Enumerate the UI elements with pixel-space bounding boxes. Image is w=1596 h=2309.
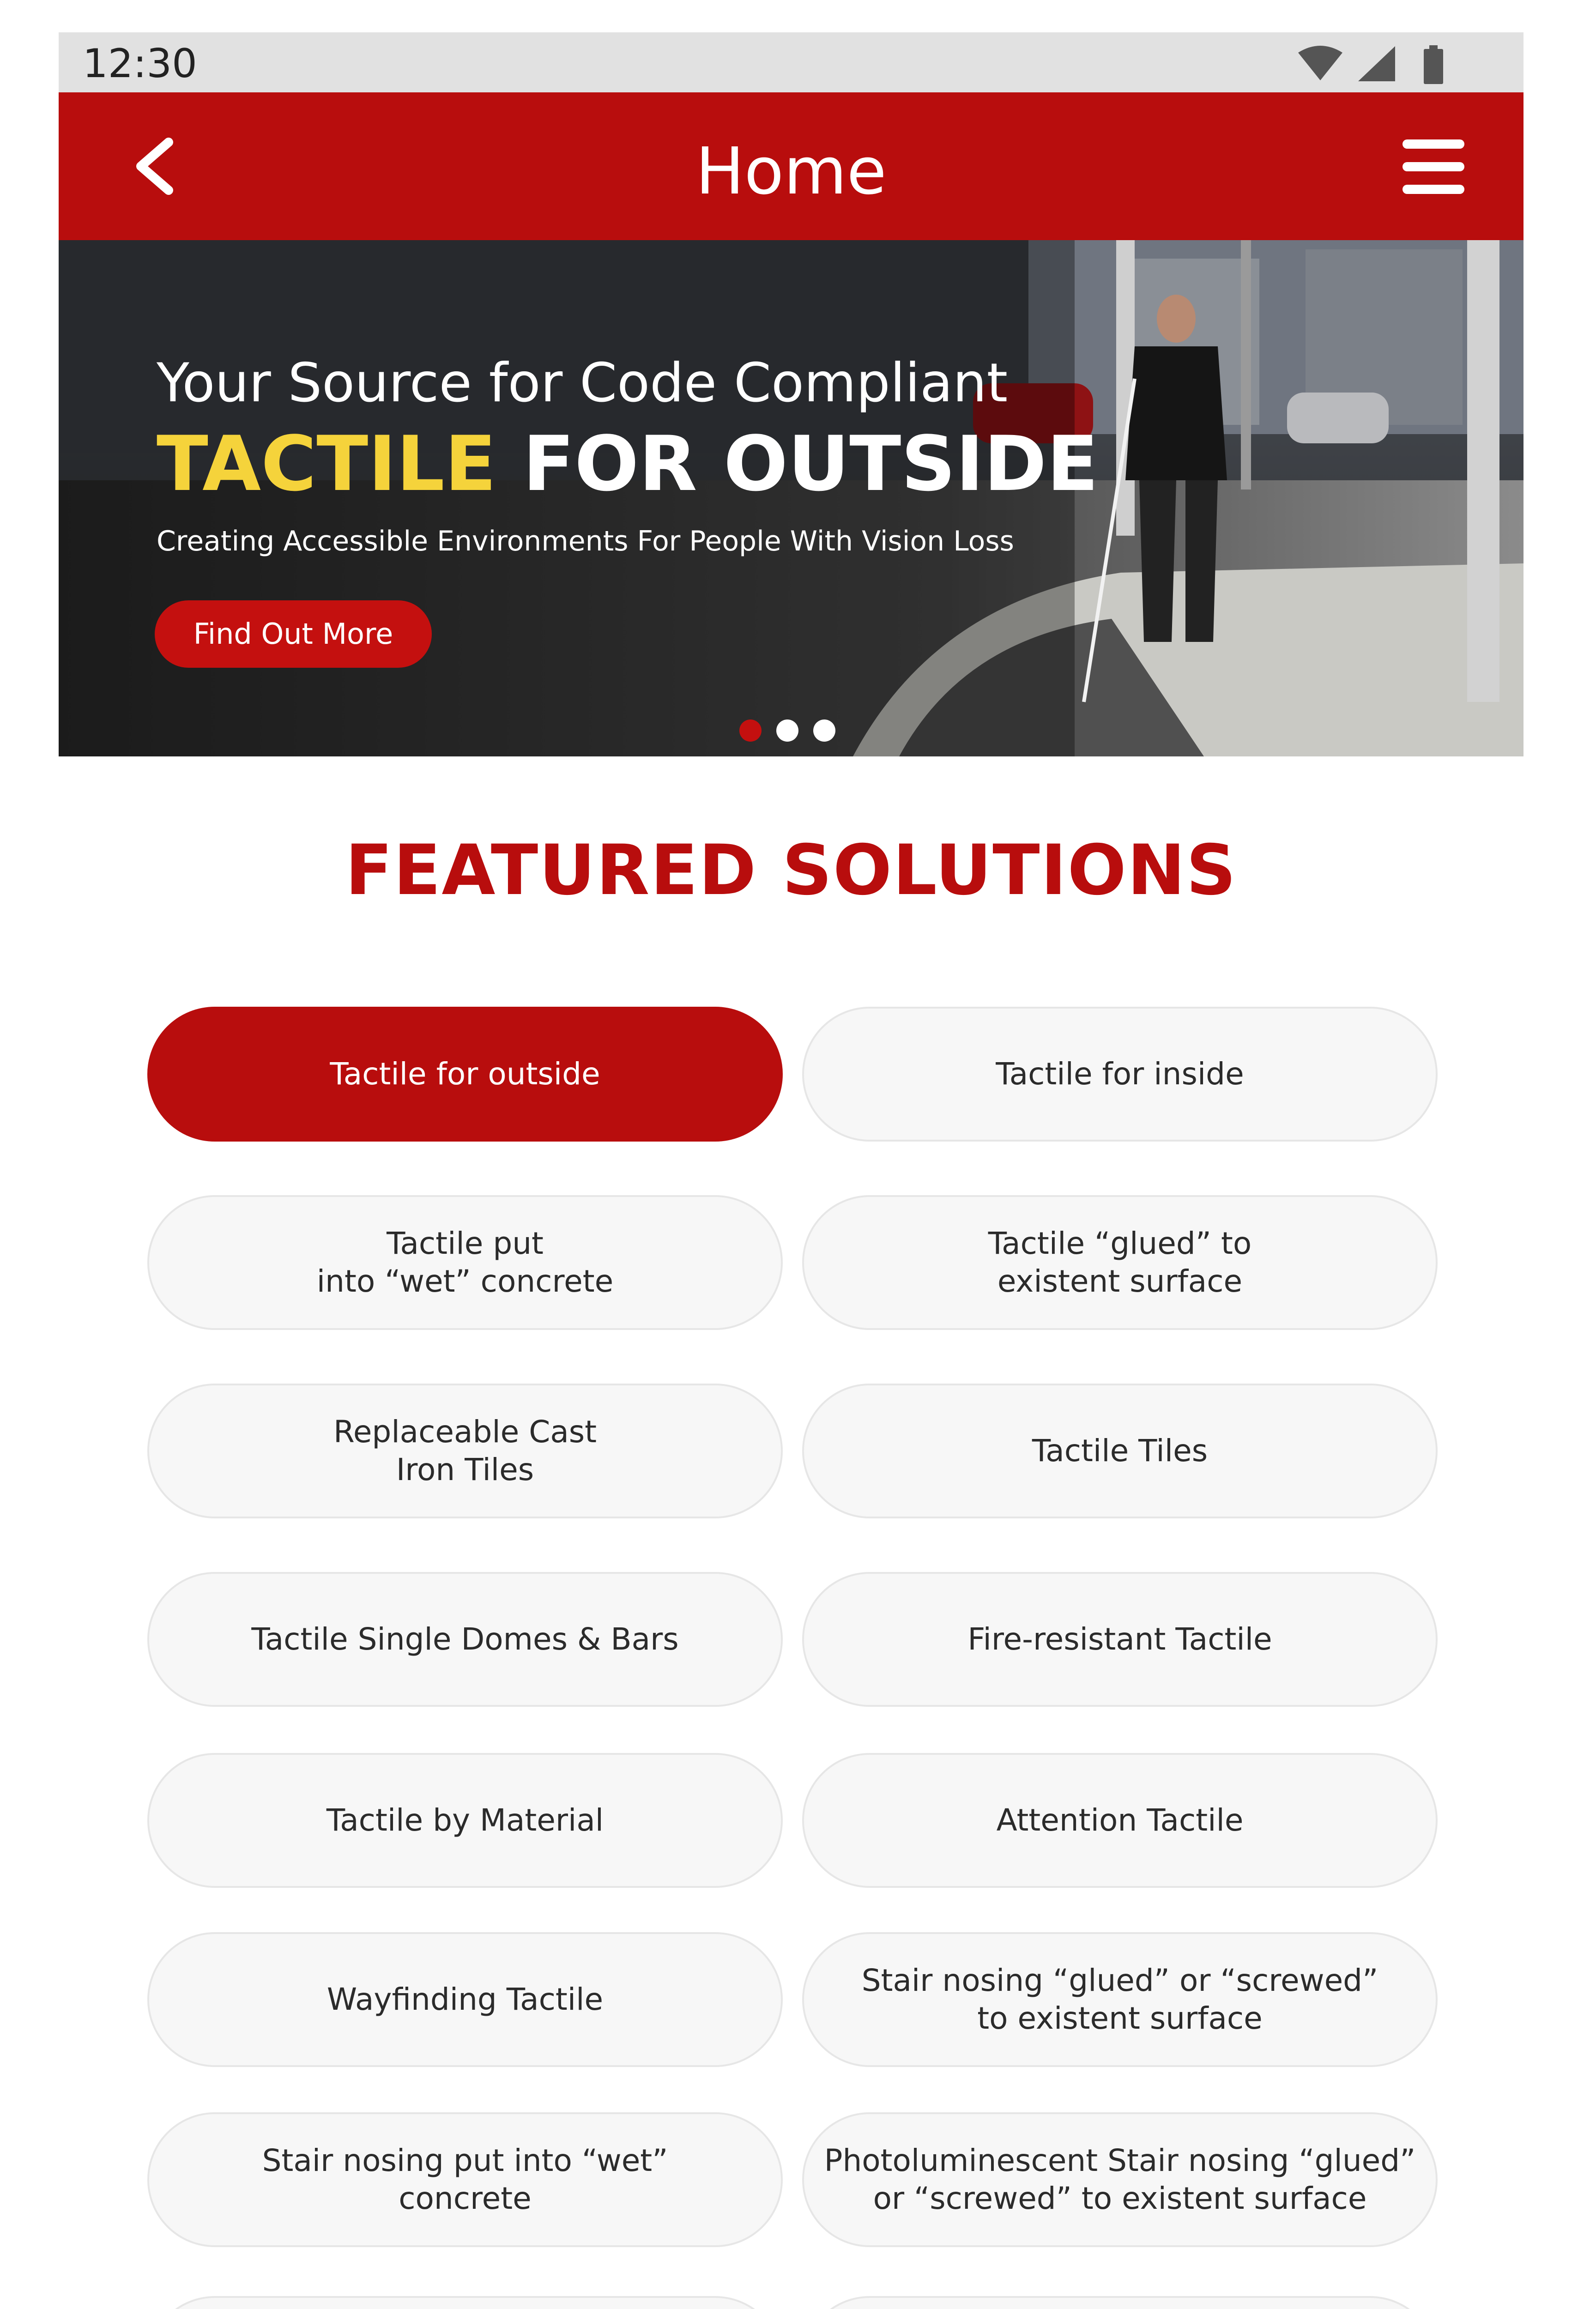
solution-fire-resistant[interactable]: Fire-resistant Tactile	[802, 1572, 1438, 1707]
hamburger-menu-icon[interactable]	[1399, 137, 1468, 197]
solution-cast-iron-tiles[interactable]: Replaceable Cast Iron Tiles	[147, 1384, 783, 1518]
banner-title-accent: TACTILE	[157, 420, 496, 508]
solution-tactile-outside[interactable]: Tactile for outside	[147, 1007, 783, 1142]
banner-title	[157, 420, 1099, 508]
carousel-dot-1[interactable]	[739, 719, 762, 742]
solution-tactile-inside[interactable]: Tactile for inside	[802, 1007, 1438, 1142]
cell-signal-icon	[1357, 45, 1396, 82]
banner-headline: Your Source for Code Compliant	[157, 352, 1008, 414]
solution-photolum-nosing-wet[interactable]	[147, 2296, 783, 2309]
solution-exit-signs[interactable]	[802, 2296, 1438, 2309]
wifi-icon	[1297, 45, 1343, 82]
featured-solutions-title: FEATURED SOLUTIONS	[345, 830, 1237, 911]
solution-attention-tactile[interactable]: Attention Tactile	[802, 1753, 1438, 1888]
hero-banner[interactable]	[59, 240, 1523, 756]
banner-subtitle: Creating Accessible Environments For People With Vision Loss	[157, 525, 1014, 557]
solution-tactile-glued[interactable]: Tactile “glued” to existent surface	[802, 1195, 1438, 1330]
phone-screen	[59, 32, 1523, 2309]
status-bar	[59, 32, 1523, 92]
solution-stair-nosing-glued[interactable]: Stair nosing “glued” or “screwed” to existent surface	[802, 1932, 1438, 2067]
solution-tactile-tiles[interactable]: Tactile Tiles	[802, 1384, 1438, 1518]
carousel-dot-2[interactable]	[776, 719, 798, 742]
page-title: Home	[695, 134, 887, 209]
solution-photolum-nosing-glued[interactable]: Photoluminescent Stair nosing “glued” or “screwed” to existent surface	[802, 2112, 1438, 2247]
solution-tactile-wet-concrete[interactable]: Tactile put into “wet” concrete	[147, 1195, 783, 1330]
status-time: 12:30	[83, 41, 197, 87]
carousel-dot-3[interactable]	[813, 719, 835, 742]
solution-stair-nosing-wet[interactable]: Stair nosing put into “wet” concrete	[147, 2112, 783, 2247]
app-bar	[59, 92, 1523, 240]
solution-wayfinding[interactable]: Wayfinding Tactile	[147, 1932, 783, 2067]
find-out-more-button[interactable]: Find Out More	[155, 600, 432, 668]
solution-single-domes-bars[interactable]: Tactile Single Domes & Bars	[147, 1572, 783, 1707]
battery-icon	[1422, 45, 1445, 84]
solution-by-material[interactable]: Tactile by Material	[147, 1753, 783, 1888]
banner-title-rest: FOR OUTSIDE	[522, 420, 1099, 508]
